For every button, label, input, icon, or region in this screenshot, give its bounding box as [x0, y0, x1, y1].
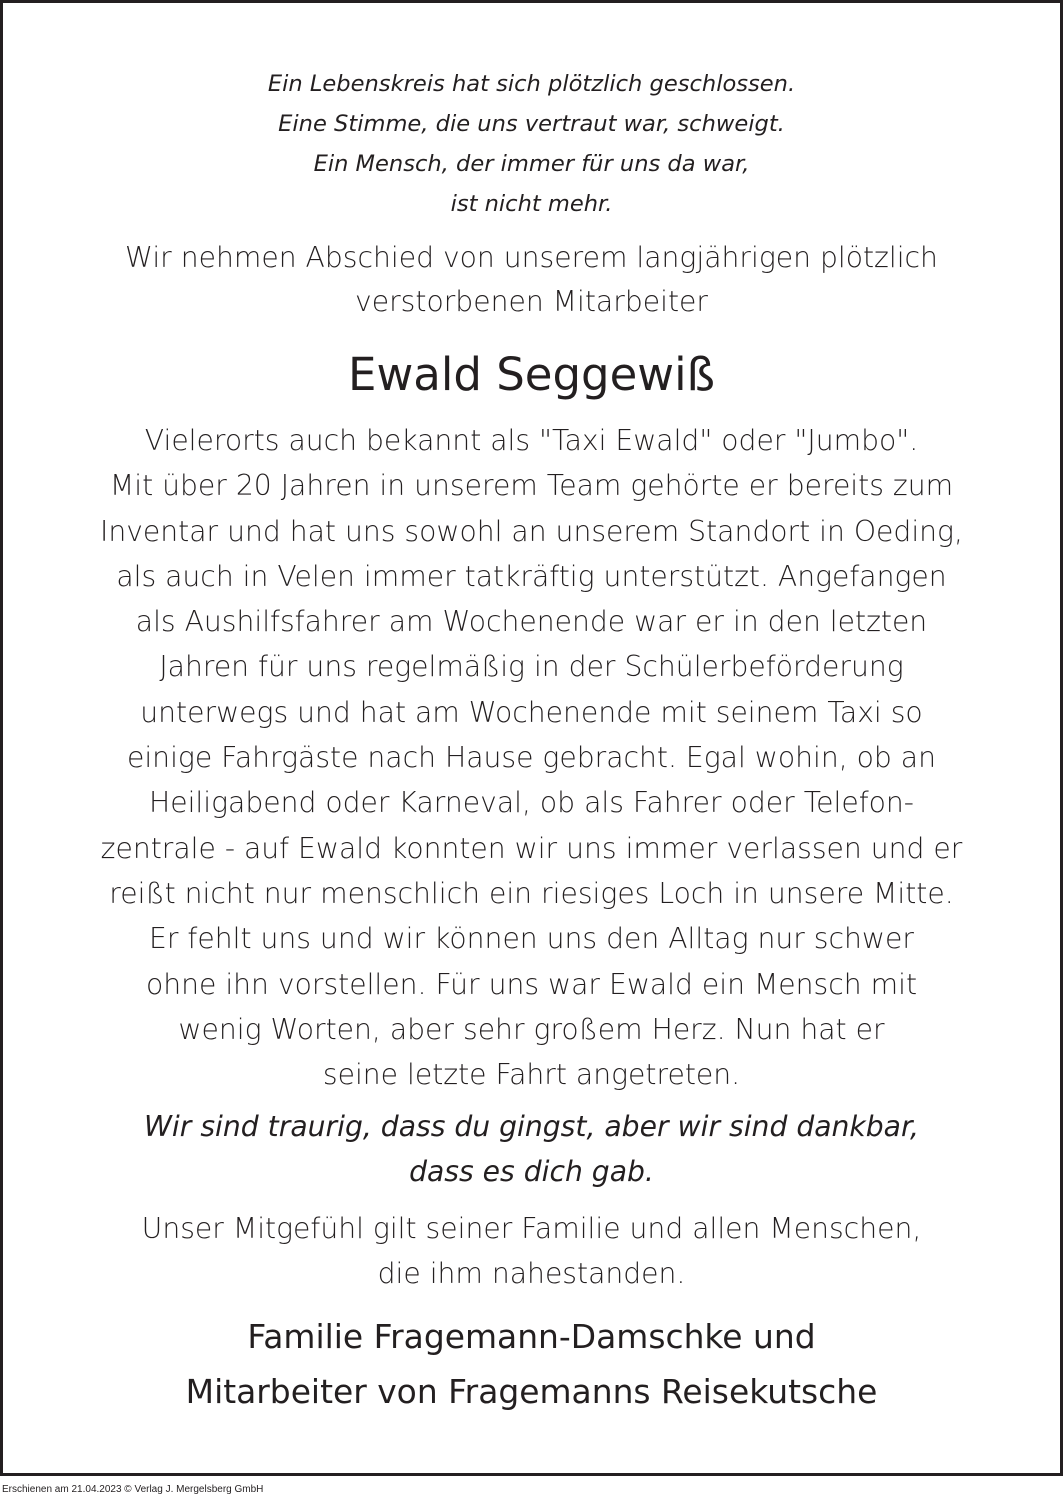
- sympathy-line: Unser Mitgefühl gilt seiner Familie und allen Menschen,: [141, 1212, 922, 1245]
- tribute-line: Mit über 20 Jahren in unserem Team gehörte er bereits zum: [109, 469, 954, 503]
- motto-line: Ein Lebenskreis hat sich plötzlich geschlossen.: [267, 71, 796, 97]
- sympathy-line: die ihm nahestanden.: [377, 1257, 686, 1290]
- tribute-line: ohne ihn vorstellen. Für uns war Ewald ein Mensch mit: [145, 967, 918, 1001]
- motto-line: Eine Stimme, die uns vertraut war, schweigt.: [278, 111, 785, 137]
- signature-line: Mitarbeiter von Fragemanns Reisekutsche: [185, 1372, 878, 1411]
- intro-line: verstorbenen Mitarbeiter: [355, 285, 708, 318]
- tribute-line: Jahren für uns regelmäßig in der Schülerbeförderung: [159, 650, 904, 684]
- farewell-quote: [0, 1104, 1063, 1194]
- tribute-line: seine letzte Fahrt angetreten.: [322, 1058, 741, 1092]
- publication-footer: Erschienen am 21.04.2023 © Verlag J. Mergelsberg GmbH: [2, 1484, 264, 1495]
- tribute-line: als auch in Velen immer tatkräftig unterstützt. Angefangen: [116, 559, 947, 593]
- farewell-line: Wir sind traurig, dass du gingst, aber wir sind dankbar,: [144, 1110, 919, 1143]
- tribute-line: unterwegs und hat am Wochenende mit seinem Taxi so: [140, 695, 923, 729]
- motto-line: Ein Mensch, der immer für uns da war,: [313, 151, 750, 177]
- tribute-text: [0, 418, 1063, 1097]
- intro-line: Wir nehmen Abschied von unserem langjährigen plötzlich: [125, 241, 938, 274]
- tribute-line: wenig Worten, aber sehr großem Herz. Nun hat er: [178, 1012, 885, 1046]
- farewell-line: dass es dich gab.: [409, 1155, 654, 1188]
- tribute-line: reißt nicht nur menschlich ein riesiges Loch in unsere Mitte.: [109, 876, 954, 910]
- tribute-line: als Aushilfsfahrer am Wochenende war er in den letzten: [135, 605, 928, 639]
- deceased-name: Ewald Seggewiß: [348, 348, 715, 401]
- motto-line: ist nicht mehr.: [450, 191, 613, 217]
- tribute-line: Er fehlt uns und wir können uns den Alltag nur schwer: [149, 922, 914, 956]
- sympathy-text: [0, 1206, 1063, 1296]
- tribute-line: zentrale - auf Ewald konnten wir uns immer verlassen und er: [100, 831, 963, 865]
- tribute-line: Heiligabend oder Karneval, ob als Fahrer oder Telefon-: [149, 786, 914, 820]
- tribute-line: Vielerorts auch bekannt als "Taxi Ewald" oder "Jumbo".: [144, 424, 919, 457]
- intro-text: [0, 236, 1063, 324]
- signature-line: Familie Fragemann-Damschke und: [247, 1317, 816, 1356]
- motto-poem: [0, 64, 1063, 224]
- tribute-line: Inventar und hat uns sowohl an unserem Standort in Oeding,: [100, 514, 963, 548]
- signature: [0, 1309, 1063, 1419]
- tribute-line: einige Fahrgäste nach Hause gebracht. Egal wohin, ob an: [126, 741, 936, 775]
